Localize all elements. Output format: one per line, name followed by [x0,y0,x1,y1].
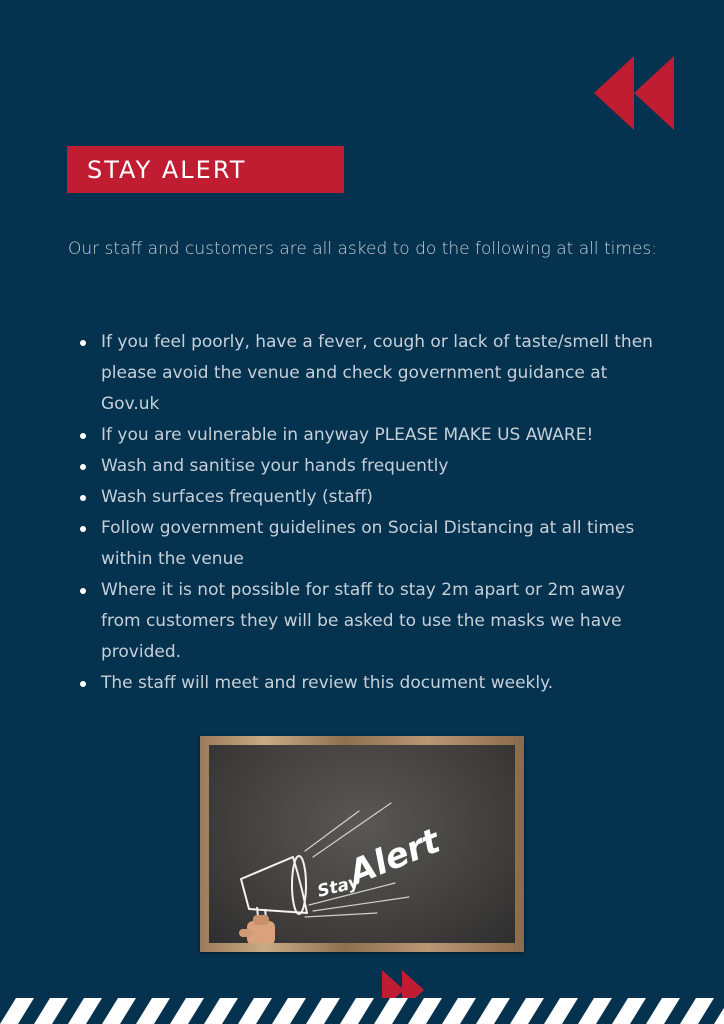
chalk-text-alert: Alert [343,821,446,894]
list-item: If you feel poorly, have a fever, cough or lack of taste/smell then please avoid the venue and check government guidance at Gov.uk [80,327,670,420]
bottom-stripe-border [0,998,724,1024]
list-item: Where it is not possible for staff to stay 2m apart or 2m away from customers they will be asked to use the masks we have provided. [80,575,670,668]
megaphone-icon [241,856,307,927]
rules-list [80,327,670,699]
list-item: The staff will meet and review this document weekly. [80,668,670,699]
hand-image [239,915,275,943]
chalkboard-image [200,736,524,952]
list-item: Follow government guidelines on Social Distancing at all times within the venue [80,513,670,575]
chalk-illustration [209,745,515,943]
list-item: Wash surfaces frequently (staff) [80,482,670,513]
list-item: Wash and sanitise your hands frequently [80,451,670,482]
intro-paragraph: Our staff and customers are all asked to do the following at all times: [68,239,657,259]
chalk-text-stay: Stay [315,872,362,902]
rewind-icon [594,52,676,134]
page-title: STAY ALERT [87,155,247,184]
chalkboard-surface [209,745,515,943]
list-item: If you are vulnerable in anyway PLEASE MAKE US AWARE! [80,420,670,451]
title-banner [67,146,344,193]
